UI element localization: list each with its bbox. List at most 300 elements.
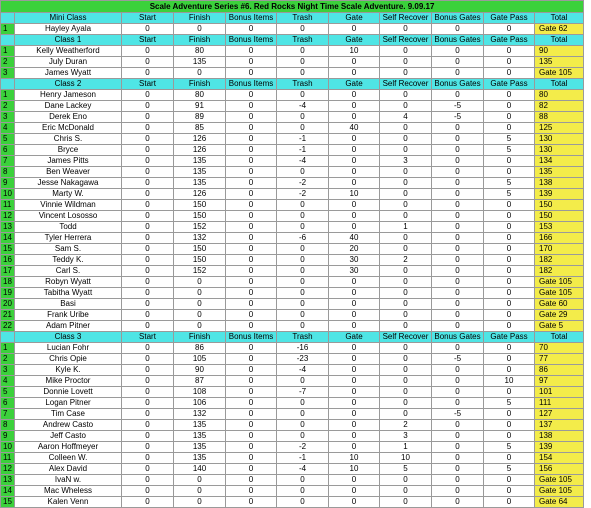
- score-cell: 0: [122, 266, 174, 277]
- score-cell: 0: [380, 189, 432, 200]
- score-cell: 0: [432, 145, 484, 156]
- table-row: [1, 398, 584, 409]
- score-cell: 1: [380, 222, 432, 233]
- row-index: 15: [1, 497, 15, 508]
- score-cell: 0: [226, 299, 277, 310]
- driver-name: Derek Eno: [15, 112, 122, 123]
- driver-name: Tabitha Wyatt: [15, 288, 122, 299]
- score-cell: 0: [329, 442, 380, 453]
- score-cell: 5: [484, 464, 535, 475]
- score-cell: 0: [122, 255, 174, 266]
- score-cell: 0: [432, 453, 484, 464]
- driver-name: Aaron Hoffmeyer: [15, 442, 122, 453]
- score-cell: 0: [484, 222, 535, 233]
- score-cell: 89: [174, 112, 226, 123]
- column-header: Gate: [329, 35, 380, 46]
- score-cell: 0: [380, 475, 432, 486]
- column-header: Gate: [329, 332, 380, 343]
- score-cell: 0: [484, 123, 535, 134]
- driver-name: Eric McDonald: [15, 123, 122, 134]
- table-row: [1, 453, 584, 464]
- score-cell: -5: [432, 354, 484, 365]
- score-cell: -1: [277, 134, 329, 145]
- score-cell: 0: [277, 123, 329, 134]
- score-cell: 0: [484, 156, 535, 167]
- total-cell: 130: [535, 134, 584, 145]
- total-cell: 86: [535, 365, 584, 376]
- table-row: [1, 112, 584, 123]
- score-cell: 0: [380, 277, 432, 288]
- score-cell: 0: [380, 134, 432, 145]
- score-cell: 0: [484, 343, 535, 354]
- driver-name: James Pitts: [15, 156, 122, 167]
- driver-name: IvaN w.: [15, 475, 122, 486]
- score-cell: 0: [226, 189, 277, 200]
- score-cell: 90: [174, 365, 226, 376]
- total-cell: 150: [535, 200, 584, 211]
- total-cell: Gate 105: [535, 475, 584, 486]
- total-cell: 150: [535, 211, 584, 222]
- table-row: [1, 123, 584, 134]
- column-header: Bonus Items: [226, 35, 277, 46]
- table-row: [1, 354, 584, 365]
- row-index: 15: [1, 244, 15, 255]
- score-cell: 0: [484, 211, 535, 222]
- row-index: 14: [1, 233, 15, 244]
- total-cell: 135: [535, 167, 584, 178]
- score-cell: 0: [484, 288, 535, 299]
- score-cell: 0: [432, 497, 484, 508]
- score-cell: 0: [122, 299, 174, 310]
- column-header: Self Recover: [380, 35, 432, 46]
- column-header: Trash: [277, 35, 329, 46]
- score-cell: -1: [277, 145, 329, 156]
- score-cell: 0: [484, 453, 535, 464]
- score-cell: 0: [174, 486, 226, 497]
- score-cell: 150: [174, 200, 226, 211]
- total-cell: 135: [535, 57, 584, 68]
- score-cell: 10: [380, 453, 432, 464]
- score-cell: 0: [432, 321, 484, 332]
- row-index: 2: [1, 354, 15, 365]
- score-cell: 0: [432, 255, 484, 266]
- score-cell: 5: [484, 398, 535, 409]
- score-cell: 0: [122, 497, 174, 508]
- score-cell: 0: [226, 24, 277, 35]
- column-header: Gate: [329, 13, 380, 24]
- driver-name: Teddy K.: [15, 255, 122, 266]
- total-cell: Gate 62: [535, 24, 584, 35]
- driver-name: Alex David: [15, 464, 122, 475]
- score-cell: 0: [226, 211, 277, 222]
- score-cell: 5: [380, 464, 432, 475]
- table-row: [1, 376, 584, 387]
- score-cell: 0: [122, 211, 174, 222]
- table-row: [1, 57, 584, 68]
- score-cell: 0: [277, 24, 329, 35]
- score-cell: 0: [226, 475, 277, 486]
- score-cell: 0: [174, 475, 226, 486]
- header-index-cell: [1, 35, 15, 46]
- score-cell: 135: [174, 431, 226, 442]
- score-cell: 0: [484, 200, 535, 211]
- driver-name: Vinnie Wildman: [15, 200, 122, 211]
- score-cell: -5: [432, 101, 484, 112]
- score-cell: 0: [380, 57, 432, 68]
- score-cell: 0: [432, 387, 484, 398]
- section-name: Class 3: [15, 332, 122, 343]
- section-header-row: [1, 13, 584, 24]
- score-cell: 0: [432, 233, 484, 244]
- score-cell: 0: [484, 167, 535, 178]
- total-cell: 182: [535, 266, 584, 277]
- table-row: [1, 24, 584, 35]
- score-cell: 0: [380, 211, 432, 222]
- score-cell: -2: [277, 189, 329, 200]
- column-header: Total: [535, 332, 584, 343]
- score-cell: 0: [380, 68, 432, 79]
- score-cell: 0: [226, 101, 277, 112]
- score-cell: 0: [277, 112, 329, 123]
- total-cell: Gate 29: [535, 310, 584, 321]
- column-header: Gate Pass: [484, 332, 535, 343]
- score-cell: 0: [484, 255, 535, 266]
- score-cell: -23: [277, 354, 329, 365]
- score-cell: 135: [174, 156, 226, 167]
- column-header: Total: [535, 13, 584, 24]
- total-cell: 77: [535, 354, 584, 365]
- column-header: Gate: [329, 79, 380, 90]
- row-index: 11: [1, 453, 15, 464]
- score-cell: 0: [226, 398, 277, 409]
- score-cell: 0: [122, 398, 174, 409]
- score-cell: 0: [329, 101, 380, 112]
- score-cell: 0: [329, 409, 380, 420]
- score-cell: 0: [174, 299, 226, 310]
- score-cell: 0: [329, 167, 380, 178]
- score-cell: 2: [380, 420, 432, 431]
- score-cell: 0: [380, 299, 432, 310]
- score-cell: 0: [329, 24, 380, 35]
- row-index: 4: [1, 376, 15, 387]
- score-cell: 0: [226, 90, 277, 101]
- score-cell: 0: [432, 376, 484, 387]
- score-cell: 0: [226, 321, 277, 332]
- driver-name: Sam S.: [15, 244, 122, 255]
- score-cell: 0: [380, 123, 432, 134]
- driver-name: Carl S.: [15, 266, 122, 277]
- score-cell: 5: [484, 178, 535, 189]
- total-cell: 156: [535, 464, 584, 475]
- table-row: [1, 244, 584, 255]
- score-cell: 0: [277, 475, 329, 486]
- score-cell: 135: [174, 453, 226, 464]
- score-cell: 0: [329, 277, 380, 288]
- score-cell: 0: [226, 57, 277, 68]
- column-header: Gate Pass: [484, 13, 535, 24]
- score-cell: 0: [380, 497, 432, 508]
- score-cell: -16: [277, 343, 329, 354]
- score-cell: 132: [174, 233, 226, 244]
- score-cell: 0: [484, 233, 535, 244]
- driver-name: Logan Pitner: [15, 398, 122, 409]
- score-cell: 0: [122, 365, 174, 376]
- driver-name: Robyn Wyatt: [15, 277, 122, 288]
- column-header: Self Recover: [380, 13, 432, 24]
- score-cell: 0: [277, 497, 329, 508]
- score-cell: 0: [484, 431, 535, 442]
- driver-name: Mike Proctor: [15, 376, 122, 387]
- column-header: Start: [122, 13, 174, 24]
- table-row: [1, 68, 584, 79]
- total-cell: Gate 5: [535, 321, 584, 332]
- table-row: [1, 145, 584, 156]
- score-cell: 0: [277, 222, 329, 233]
- score-cell: 0: [484, 299, 535, 310]
- driver-name: Donnie Lovett: [15, 387, 122, 398]
- driver-name: Basi: [15, 299, 122, 310]
- table-row: [1, 464, 584, 475]
- score-cell: 0: [432, 475, 484, 486]
- total-cell: 182: [535, 255, 584, 266]
- section-header-row: [1, 332, 584, 343]
- driver-name: Kelly Weatherford: [15, 46, 122, 57]
- score-cell: 0: [226, 343, 277, 354]
- score-cell: 0: [277, 57, 329, 68]
- score-cell: 0: [329, 398, 380, 409]
- table-row: [1, 497, 584, 508]
- score-cell: 0: [226, 244, 277, 255]
- score-cell: -1: [277, 453, 329, 464]
- score-cell: 0: [174, 68, 226, 79]
- score-cell: 0: [484, 387, 535, 398]
- column-header: Bonus Gates: [432, 332, 484, 343]
- score-cell: 10: [484, 376, 535, 387]
- score-cell: 0: [329, 365, 380, 376]
- score-cell: 0: [226, 68, 277, 79]
- score-cell: -2: [277, 442, 329, 453]
- driver-name: Chris Opie: [15, 354, 122, 365]
- header-index-cell: [1, 13, 15, 24]
- score-cell: 0: [329, 354, 380, 365]
- score-cell: 5: [484, 145, 535, 156]
- score-cell: 0: [432, 398, 484, 409]
- column-header: Start: [122, 332, 174, 343]
- score-cell: 152: [174, 222, 226, 233]
- title-row: [1, 1, 584, 13]
- score-cell: 132: [174, 409, 226, 420]
- score-cell: 0: [226, 376, 277, 387]
- header-index-cell: [1, 332, 15, 343]
- score-cell: 4: [380, 112, 432, 123]
- score-cell: 0: [329, 145, 380, 156]
- score-cell: 0: [380, 24, 432, 35]
- score-cell: 0: [122, 134, 174, 145]
- row-index: 16: [1, 255, 15, 266]
- score-cell: 0: [484, 497, 535, 508]
- section-header-row: [1, 79, 584, 90]
- score-cell: 0: [432, 211, 484, 222]
- score-cell: -6: [277, 233, 329, 244]
- table-row: [1, 365, 584, 376]
- score-cell: 0: [432, 431, 484, 442]
- row-index: 18: [1, 277, 15, 288]
- score-cell: 0: [329, 321, 380, 332]
- table-row: [1, 255, 584, 266]
- column-header: Gate Pass: [484, 79, 535, 90]
- header-index-cell: [1, 79, 15, 90]
- score-cell: 0: [226, 464, 277, 475]
- score-cell: 0: [226, 200, 277, 211]
- section-name: Class 1: [15, 35, 122, 46]
- score-cell: 0: [174, 497, 226, 508]
- score-cell: 0: [432, 442, 484, 453]
- score-cell: 0: [226, 233, 277, 244]
- score-cell: 0: [329, 200, 380, 211]
- score-cell: 87: [174, 376, 226, 387]
- score-cell: 0: [329, 288, 380, 299]
- column-header: Trash: [277, 13, 329, 24]
- score-cell: 0: [380, 101, 432, 112]
- score-cell: 0: [380, 398, 432, 409]
- score-cell: 0: [174, 24, 226, 35]
- score-cell: 152: [174, 266, 226, 277]
- total-cell: 88: [535, 112, 584, 123]
- score-cell: 0: [226, 123, 277, 134]
- row-index: 3: [1, 68, 15, 79]
- total-cell: Gate 60: [535, 299, 584, 310]
- driver-name: Marty W.: [15, 189, 122, 200]
- score-cell: 0: [432, 68, 484, 79]
- score-cell: 0: [380, 321, 432, 332]
- driver-name: Colleen W.: [15, 453, 122, 464]
- score-cell: 0: [380, 354, 432, 365]
- score-cell: 0: [484, 277, 535, 288]
- score-cell: 0: [484, 486, 535, 497]
- column-header: Start: [122, 35, 174, 46]
- score-cell: 0: [432, 57, 484, 68]
- score-cell: 86: [174, 343, 226, 354]
- column-header: Bonus Items: [226, 13, 277, 24]
- score-cell: 0: [484, 112, 535, 123]
- score-cell: 0: [277, 277, 329, 288]
- score-cell: 0: [484, 24, 535, 35]
- row-index: 9: [1, 178, 15, 189]
- section-name: Mini Class: [15, 13, 122, 24]
- row-index: 11: [1, 200, 15, 211]
- score-cell: 135: [174, 57, 226, 68]
- score-cell: 0: [484, 310, 535, 321]
- column-header: Bonus Items: [226, 79, 277, 90]
- score-cell: 0: [432, 288, 484, 299]
- total-cell: 138: [535, 431, 584, 442]
- column-header: Bonus Gates: [432, 35, 484, 46]
- column-header: Trash: [277, 79, 329, 90]
- score-cell: 30: [329, 266, 380, 277]
- score-cell: 0: [277, 266, 329, 277]
- score-cell: 0: [122, 123, 174, 134]
- score-cell: 0: [226, 310, 277, 321]
- score-cell: 0: [277, 321, 329, 332]
- total-cell: 70: [535, 343, 584, 354]
- score-cell: 0: [277, 299, 329, 310]
- score-cell: 5: [484, 442, 535, 453]
- score-cell: 135: [174, 167, 226, 178]
- driver-name: Jeff Casto: [15, 431, 122, 442]
- score-cell: 0: [432, 277, 484, 288]
- table-row: [1, 475, 584, 486]
- score-cell: 0: [277, 376, 329, 387]
- score-cell: 0: [380, 178, 432, 189]
- score-cell: 0: [226, 134, 277, 145]
- score-cell: 0: [122, 431, 174, 442]
- score-cell: 0: [226, 156, 277, 167]
- score-cell: 0: [226, 442, 277, 453]
- score-cell: 0: [329, 420, 380, 431]
- score-cell: 0: [484, 68, 535, 79]
- score-cell: 106: [174, 398, 226, 409]
- score-cell: 0: [380, 167, 432, 178]
- score-cell: 0: [174, 288, 226, 299]
- table-row: [1, 211, 584, 222]
- score-cell: 0: [122, 167, 174, 178]
- score-cell: 10: [329, 189, 380, 200]
- section-name: Class 2: [15, 79, 122, 90]
- score-cell: 91: [174, 101, 226, 112]
- total-cell: 134: [535, 156, 584, 167]
- score-cell: 0: [277, 200, 329, 211]
- driver-name: James Wyatt: [15, 68, 122, 79]
- score-cell: 0: [484, 420, 535, 431]
- score-cell: -4: [277, 464, 329, 475]
- driver-name: July Duran: [15, 57, 122, 68]
- driver-name: Tyler Herrera: [15, 233, 122, 244]
- row-index: 6: [1, 145, 15, 156]
- score-cell: 0: [174, 321, 226, 332]
- driver-name: Andrew Casto: [15, 420, 122, 431]
- row-index: 1: [1, 343, 15, 354]
- driver-name: Adam Pitner: [15, 321, 122, 332]
- score-cell: 0: [329, 112, 380, 123]
- score-cell: 0: [277, 398, 329, 409]
- row-index: 21: [1, 310, 15, 321]
- score-cell: 0: [484, 354, 535, 365]
- driver-name: Frank Uribe: [15, 310, 122, 321]
- score-cell: 0: [122, 288, 174, 299]
- score-cell: 0: [226, 145, 277, 156]
- score-cell: 0: [226, 387, 277, 398]
- column-header: Total: [535, 35, 584, 46]
- row-index: 4: [1, 123, 15, 134]
- score-cell: 135: [174, 178, 226, 189]
- score-cell: 0: [432, 365, 484, 376]
- table-row: [1, 222, 584, 233]
- row-index: 2: [1, 101, 15, 112]
- score-cell: 0: [122, 189, 174, 200]
- score-cell: 0: [277, 431, 329, 442]
- score-cell: 0: [226, 46, 277, 57]
- total-cell: Gate 105: [535, 486, 584, 497]
- table-row: [1, 156, 584, 167]
- score-cell: 0: [122, 409, 174, 420]
- score-cell: 0: [122, 46, 174, 57]
- score-cell: 150: [174, 244, 226, 255]
- score-cell: 0: [122, 101, 174, 112]
- driver-name: Dane Lackey: [15, 101, 122, 112]
- score-cell: 0: [432, 90, 484, 101]
- driver-name: Lucian Fohr: [15, 343, 122, 354]
- score-cell: 0: [432, 266, 484, 277]
